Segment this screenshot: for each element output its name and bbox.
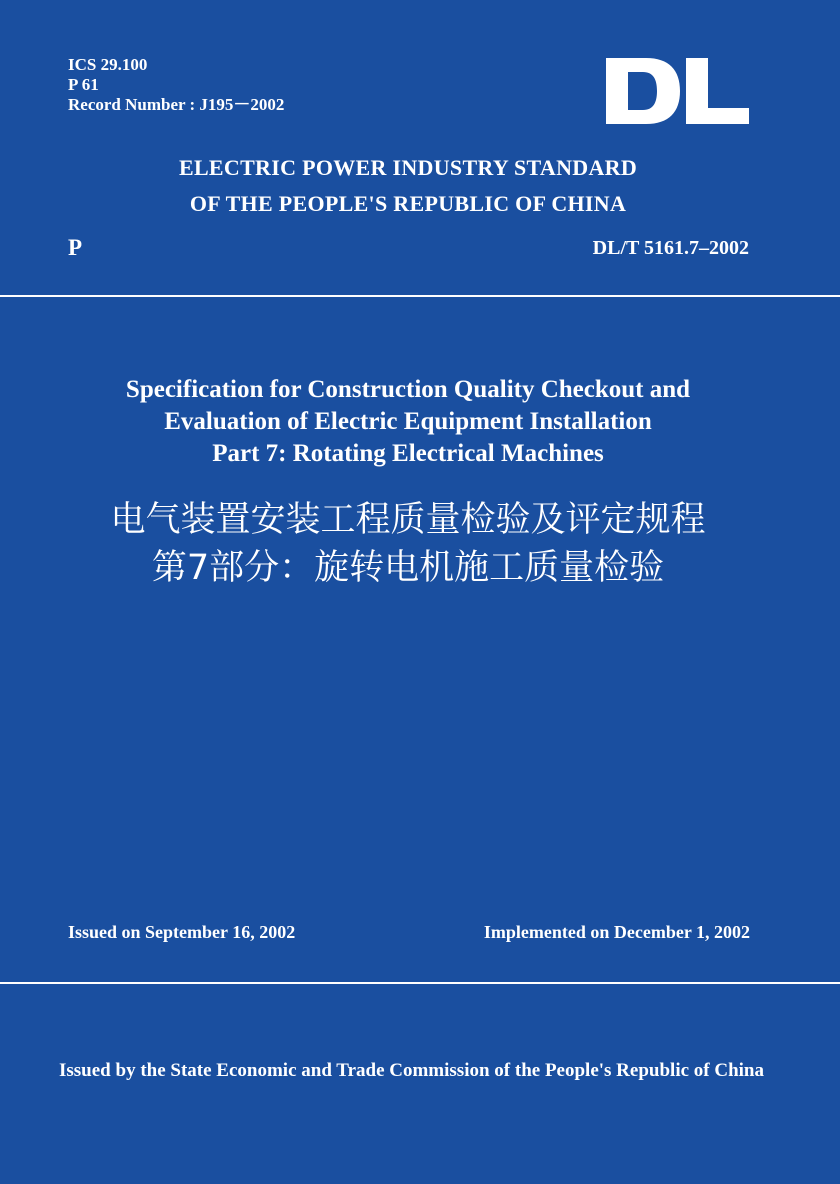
issuing-organization-heading: [0, 150, 816, 222]
english-title-line-3: Part 7: Rotating Electrical Machines: [212, 440, 604, 467]
issuing-authority: Issued by the State Economic and Trade Commission of the People's Republic of China: [59, 1060, 764, 1081]
implemented-date: Implemented on December 1, 2002: [483, 922, 750, 942]
organization-line-1: ELECTRIC POWER INDUSTRY STANDARD: [178, 155, 638, 180]
top-divider: [0, 295, 840, 297]
ics-code: ICS 29.100: [68, 55, 148, 74]
english-title-line-2: Evaluation of Electric Equipment Installation: [164, 408, 652, 435]
category-letter: P: [68, 235, 83, 260]
standard-code: DL/T 5161.7–2002: [592, 237, 749, 259]
record-number: Record Number : J195－2002: [68, 95, 285, 114]
chinese-title-line-1: 电气装置安装工程质量检验及评定规程: [110, 500, 706, 540]
english-title-line-1: Specification for Construction Quality Checkout and: [125, 376, 691, 403]
standard-meta-block: [68, 55, 284, 115]
organization-line-2: OF THE PEOPLE'S REPUBLIC OF CHINA: [189, 191, 627, 216]
issued-date: Issued on September 16, 2002: [68, 922, 296, 942]
classification-code: P 61: [68, 75, 99, 94]
dl-logo: [606, 58, 749, 124]
chinese-title: [0, 496, 816, 592]
bottom-divider: [0, 982, 840, 984]
english-title: [0, 374, 816, 470]
chinese-title-line-2: 第7部分：旋转电机施工质量检验: [151, 548, 665, 588]
